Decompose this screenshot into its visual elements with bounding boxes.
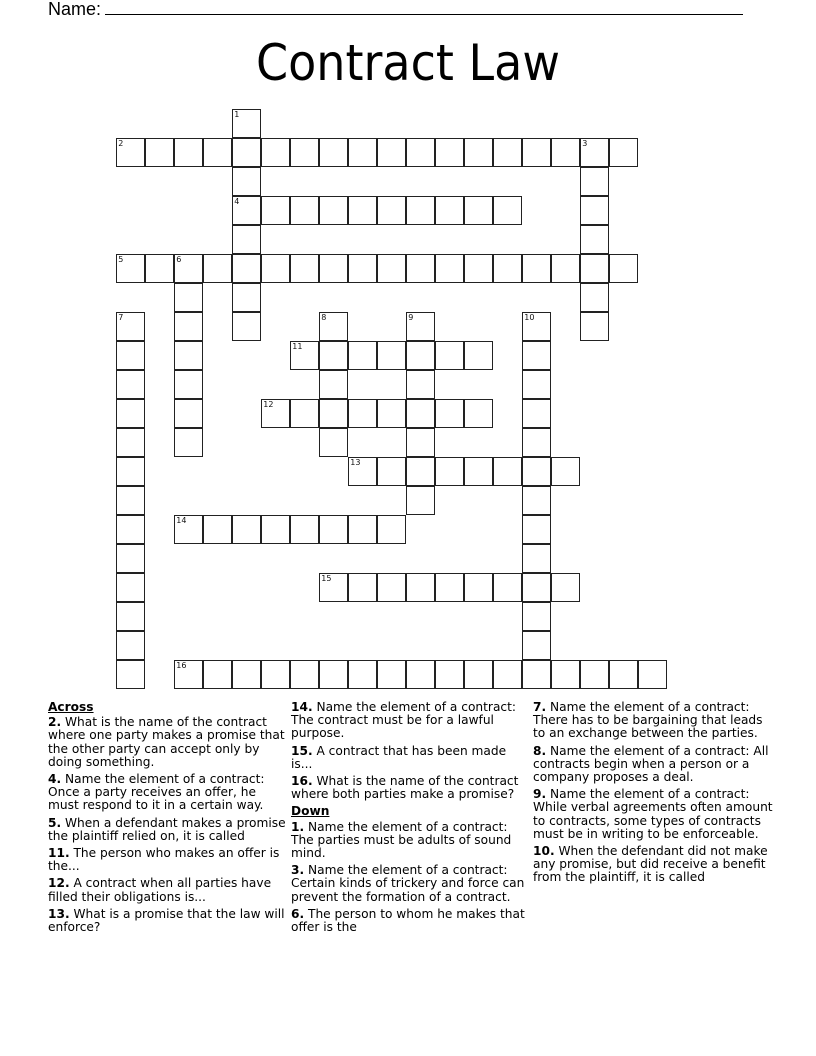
grid-cell[interactable] bbox=[116, 602, 145, 631]
grid-cell[interactable] bbox=[551, 254, 580, 283]
clue-number: 11 bbox=[292, 342, 303, 352]
grid-cell[interactable] bbox=[319, 573, 348, 602]
grid-cell[interactable] bbox=[435, 138, 464, 167]
grid-cell[interactable] bbox=[464, 660, 493, 689]
grid-cell[interactable] bbox=[406, 573, 435, 602]
grid-cell[interactable] bbox=[290, 138, 319, 167]
clue-number: 12 bbox=[263, 400, 274, 410]
down-heading: Down bbox=[291, 804, 330, 819]
grid-cell[interactable] bbox=[406, 428, 435, 457]
grid-cell[interactable] bbox=[174, 399, 203, 428]
grid-cell[interactable] bbox=[232, 225, 261, 254]
grid-cell[interactable] bbox=[116, 399, 145, 428]
grid-cell[interactable] bbox=[493, 457, 522, 486]
grid-cell[interactable] bbox=[522, 370, 551, 399]
grid-cell[interactable] bbox=[493, 660, 522, 689]
grid-cell[interactable] bbox=[522, 544, 551, 573]
grid-cell[interactable] bbox=[435, 457, 464, 486]
clue-across-14: 14. Name the element of a contract: The contract must be for a lawful purpose. bbox=[291, 700, 516, 741]
grid-cell[interactable] bbox=[232, 138, 261, 167]
grid-cell[interactable] bbox=[435, 341, 464, 370]
grid-cell[interactable] bbox=[116, 341, 145, 370]
grid-cell[interactable] bbox=[464, 573, 493, 602]
grid-cell[interactable] bbox=[377, 254, 406, 283]
clue-down-1: 1. Name the element of a contract: The parties must be adults of sound mind. bbox=[291, 819, 512, 861]
name-label: Name: bbox=[48, 0, 102, 19]
clue-number: 5 bbox=[118, 255, 124, 265]
grid-cell[interactable] bbox=[522, 341, 551, 370]
clue-number: 6 bbox=[176, 255, 182, 265]
grid-cell[interactable] bbox=[174, 283, 203, 312]
grid-cell[interactable] bbox=[406, 138, 435, 167]
grid-cell[interactable] bbox=[319, 312, 348, 341]
grid-cell[interactable] bbox=[348, 660, 377, 689]
grid-cell[interactable] bbox=[319, 370, 348, 399]
grid-cell[interactable] bbox=[493, 138, 522, 167]
grid-cell[interactable] bbox=[203, 138, 232, 167]
clue-across-2: 2. What is the name of the contract where one party makes a promise that the other party can accept only by doing something. bbox=[48, 715, 285, 769]
grid-cell[interactable] bbox=[406, 341, 435, 370]
across-heading: Across bbox=[48, 700, 94, 714]
grid-cell[interactable] bbox=[261, 138, 290, 167]
grid-cell[interactable] bbox=[406, 486, 435, 515]
grid-cell[interactable] bbox=[406, 399, 435, 428]
grid-cell[interactable] bbox=[290, 254, 319, 283]
grid-cell[interactable] bbox=[116, 457, 145, 486]
grid-cell[interactable] bbox=[290, 399, 319, 428]
grid-cell[interactable] bbox=[493, 573, 522, 602]
grid-cell[interactable] bbox=[174, 312, 203, 341]
grid-cell[interactable] bbox=[232, 109, 261, 138]
clue-number: 14 bbox=[176, 516, 187, 526]
grid-cell[interactable] bbox=[609, 254, 638, 283]
clue-across-13: 13. What is a promise that the law will enforce? bbox=[48, 906, 285, 935]
grid-cell[interactable] bbox=[319, 399, 348, 428]
clue-down-8: 8. Name the element of a contract: All contracts begin when a person or a company proposes a deal. bbox=[533, 743, 769, 785]
clue-number: 16 bbox=[176, 661, 187, 671]
grid-cell[interactable] bbox=[261, 660, 290, 689]
clue-across-4: 4. Name the element of a contract: Once a party receives an offer, he must respond to it in a certain way. bbox=[48, 772, 265, 813]
grid-cell[interactable] bbox=[580, 283, 609, 312]
clue-down-9: 9. Name the element of a contract: While verbal agreements often amount to contracts, some types of contracts must be in writing to be enforceable. bbox=[533, 787, 773, 841]
grid-cell[interactable] bbox=[348, 573, 377, 602]
grid-cell[interactable] bbox=[319, 341, 348, 370]
clue-down-6: 6. The person to whom he makes that offer is the bbox=[291, 906, 525, 935]
grid-cell[interactable] bbox=[406, 196, 435, 225]
grid-cell[interactable] bbox=[116, 312, 145, 341]
grid-cell[interactable] bbox=[232, 196, 261, 225]
grid-cell[interactable] bbox=[609, 138, 638, 167]
grid-cell[interactable] bbox=[290, 196, 319, 225]
grid-cell[interactable] bbox=[348, 457, 377, 486]
grid-cell[interactable] bbox=[464, 254, 493, 283]
grid-cell[interactable] bbox=[493, 196, 522, 225]
grid-cell[interactable] bbox=[638, 660, 667, 689]
grid-cell[interactable] bbox=[174, 138, 203, 167]
grid-cell[interactable] bbox=[522, 254, 551, 283]
grid-cell[interactable] bbox=[145, 254, 174, 283]
clue-down-7: 7. Name the element of a contract: There has to be bargaining that leads to an exchange between the parties. bbox=[533, 700, 763, 741]
grid-cell[interactable] bbox=[406, 660, 435, 689]
clue-number: 3 bbox=[582, 139, 588, 149]
grid-cell[interactable] bbox=[348, 399, 377, 428]
grid-cell[interactable] bbox=[377, 196, 406, 225]
grid-cell[interactable] bbox=[522, 515, 551, 544]
grid-cell[interactable] bbox=[116, 138, 145, 167]
grid-cell[interactable] bbox=[377, 457, 406, 486]
grid-cell[interactable] bbox=[377, 660, 406, 689]
clue-across-16: 16. What is the name of the contract where both parties make a promise? bbox=[291, 774, 519, 802]
page-title: Contract Law bbox=[256, 34, 560, 92]
grid-cell[interactable] bbox=[522, 631, 551, 660]
grid-cell[interactable] bbox=[261, 515, 290, 544]
grid-cell[interactable] bbox=[609, 660, 638, 689]
clue-number: 1 bbox=[234, 110, 240, 120]
grid-cell[interactable] bbox=[116, 428, 145, 457]
grid-cell[interactable] bbox=[464, 341, 493, 370]
grid-cell[interactable] bbox=[522, 660, 551, 689]
grid-cell[interactable] bbox=[493, 254, 522, 283]
clue-number: 9 bbox=[408, 313, 414, 323]
grid-cell[interactable] bbox=[145, 138, 174, 167]
grid-cell[interactable] bbox=[203, 515, 232, 544]
grid-cell[interactable] bbox=[261, 399, 290, 428]
grid-cell[interactable] bbox=[435, 254, 464, 283]
grid-cell[interactable] bbox=[348, 515, 377, 544]
grid-cell[interactable] bbox=[522, 457, 551, 486]
clue-across-11: 11. The person who makes an offer is the... bbox=[48, 846, 280, 874]
grid-cell[interactable] bbox=[377, 515, 406, 544]
grid-cell[interactable] bbox=[116, 370, 145, 399]
grid-cell[interactable] bbox=[377, 573, 406, 602]
clues-column-1 bbox=[48, 701, 288, 938]
clue-down-10: 10. When the defendant did not make any promise, but did receive a benefit from the plaintiff, it is called bbox=[533, 844, 768, 885]
grid-cell[interactable] bbox=[464, 196, 493, 225]
grid-cell[interactable] bbox=[174, 660, 203, 689]
grid-cell[interactable] bbox=[116, 515, 145, 544]
grid-cell[interactable] bbox=[232, 660, 261, 689]
grid-cell[interactable] bbox=[232, 167, 261, 196]
grid-cell[interactable] bbox=[522, 312, 551, 341]
grid-cell[interactable] bbox=[464, 399, 493, 428]
grid-cell[interactable] bbox=[522, 138, 551, 167]
grid-cell[interactable] bbox=[435, 573, 464, 602]
grid-cell[interactable] bbox=[319, 660, 348, 689]
grid-cell[interactable] bbox=[116, 254, 145, 283]
grid-cell[interactable] bbox=[203, 254, 232, 283]
grid-cell[interactable] bbox=[551, 573, 580, 602]
grid-cell[interactable] bbox=[377, 341, 406, 370]
clue-number: 13 bbox=[350, 458, 361, 468]
grid-cell[interactable] bbox=[174, 254, 203, 283]
clue-across-5: 5. When a defendant makes a promise the plaintiff relied on, it is called bbox=[48, 815, 286, 843]
grid-cell[interactable] bbox=[406, 254, 435, 283]
grid-cell[interactable] bbox=[116, 631, 145, 660]
grid-cell[interactable] bbox=[232, 515, 261, 544]
grid-cell[interactable] bbox=[348, 138, 377, 167]
grid-cell[interactable] bbox=[319, 254, 348, 283]
grid-cell[interactable] bbox=[522, 602, 551, 631]
clue-down-3: 3. Name the element of a contract: Certain kinds of trickery and force can prevent the formation of a contract. bbox=[291, 863, 525, 904]
grid-cell[interactable] bbox=[261, 196, 290, 225]
clues-column-3 bbox=[533, 701, 773, 889]
grid-cell[interactable] bbox=[319, 196, 348, 225]
clue-number: 2 bbox=[118, 139, 124, 149]
grid-cell[interactable] bbox=[290, 660, 319, 689]
grid-cell[interactable] bbox=[464, 138, 493, 167]
grid-cell[interactable] bbox=[116, 544, 145, 573]
grid-cell[interactable] bbox=[203, 660, 232, 689]
grid-cell[interactable] bbox=[174, 428, 203, 457]
grid-cell[interactable] bbox=[377, 138, 406, 167]
grid-cell[interactable] bbox=[580, 225, 609, 254]
clue-number: 7 bbox=[118, 313, 124, 323]
clue-number: 15 bbox=[321, 574, 332, 584]
grid-cell[interactable] bbox=[406, 312, 435, 341]
grid-cell[interactable] bbox=[174, 341, 203, 370]
grid-cell[interactable] bbox=[232, 312, 261, 341]
clues-column-2 bbox=[291, 701, 531, 938]
grid-cell[interactable] bbox=[464, 457, 493, 486]
grid-cell[interactable] bbox=[551, 138, 580, 167]
grid-cell[interactable] bbox=[116, 660, 145, 689]
grid-cell[interactable] bbox=[580, 196, 609, 225]
grid-cell[interactable] bbox=[377, 399, 406, 428]
grid-cell[interactable] bbox=[116, 486, 145, 515]
grid-cell[interactable] bbox=[319, 515, 348, 544]
grid-cell[interactable] bbox=[116, 573, 145, 602]
clue-across-12: 12. A contract when all parties have filled their obligations is... bbox=[48, 876, 272, 904]
grid-cell[interactable] bbox=[522, 428, 551, 457]
grid-cell[interactable] bbox=[261, 254, 290, 283]
grid-cell[interactable] bbox=[232, 254, 261, 283]
grid-cell[interactable] bbox=[580, 138, 609, 167]
grid-cell[interactable] bbox=[406, 370, 435, 399]
grid-cell[interactable] bbox=[174, 515, 203, 544]
clue-across-15: 15. A contract that has been made is... bbox=[291, 743, 507, 771]
grid-cell[interactable] bbox=[551, 660, 580, 689]
grid-cell[interactable] bbox=[522, 486, 551, 515]
grid-cell[interactable] bbox=[522, 573, 551, 602]
grid-cell[interactable] bbox=[232, 283, 261, 312]
grid-cell[interactable] bbox=[290, 341, 319, 370]
grid-cell[interactable] bbox=[319, 138, 348, 167]
grid-cell[interactable] bbox=[319, 428, 348, 457]
grid-cell[interactable] bbox=[406, 457, 435, 486]
grid-cell[interactable] bbox=[435, 196, 464, 225]
clue-number: 4 bbox=[234, 197, 240, 207]
grid-cell[interactable] bbox=[290, 515, 319, 544]
grid-cell[interactable] bbox=[580, 660, 609, 689]
grid-cell[interactable] bbox=[174, 370, 203, 399]
grid-cell[interactable] bbox=[348, 254, 377, 283]
grid-cell[interactable] bbox=[580, 254, 609, 283]
clue-number: 10 bbox=[524, 313, 535, 323]
grid-cell[interactable] bbox=[348, 341, 377, 370]
grid-cell[interactable] bbox=[348, 196, 377, 225]
grid-cell[interactable] bbox=[435, 660, 464, 689]
clue-number: 8 bbox=[321, 313, 327, 323]
grid-cell[interactable] bbox=[580, 312, 609, 341]
grid-cell[interactable] bbox=[522, 399, 551, 428]
grid-cell[interactable] bbox=[435, 399, 464, 428]
grid-cell[interactable] bbox=[551, 457, 580, 486]
grid-cell[interactable] bbox=[580, 167, 609, 196]
